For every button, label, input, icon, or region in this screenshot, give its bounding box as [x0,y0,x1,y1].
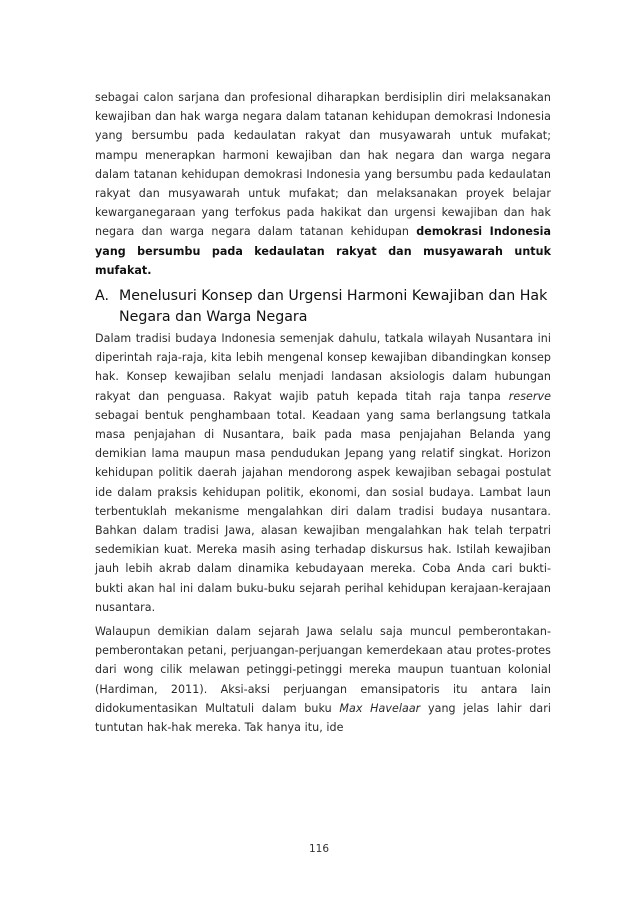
section-title: Menelusuri Konsep dan Urgensi Harmoni Kewajiban dan Hak Negara dan Warga Negara [119,288,548,326]
intro-bold-text: demokrasi Indonesia yang bersumbu pada kedaulatan rakyat dan musyawarah untuk mufakat. [95,225,552,277]
para1-italic: reserve [508,389,551,403]
page-number: 116 [308,843,330,855]
section-number: A. [95,288,109,305]
intro-paragraph [95,88,551,280]
para1-text-2: sebagai bentuk penghambaan total. Keadaan yang sama berlangsung tatkala masa penjajahan di Nusantara, baik pada masa penjajahan Belanda yang demikian lama maupun masa pendudukan Jepang yang relatif singkat. Horizon kehidupan politik daerah jajahan mendorong aspek kewajiban sebagai postulat ide dalam praksis kehidupan politik, ekonomi, dan sosial budaya. Lambat laun terbentuklah mekanisme mengalahkan diri dalam tradisi budaya nusantara. Bahkan dalam tradisi Jawa, alasan kewajiban mengalahkan hak telah terpatri sedemikian kuat. Mereka masih asing terhadap diskursus hak. Istilah kewajiban jauh lebih akrab dalam dinamika kebudayaan mereka. Coba Anda cari bukti-bukti akan hal ini dalam buku-buku sejarah perihal kehidupan kerajaan-kerajaan nusantara. [95,408,551,614]
section-heading [95,286,551,328]
body-paragraph-2 [95,622,551,737]
para1-text-1: Dalam tradisi budaya Indonesia semenjak dahulu, tatkala wilayah Nusantara ini diperintah raja-raja, kita lebih mengenal konsep kewajiban dibandingkan konsep hak. Konsep kewajiban selalu menjadi landasan aksiologis dalam hubungan rakyat dan penguasa. Rakyat wajib patuh kepada titah raja tanpa [95,332,551,403]
para2-italic: Max Havelaar [339,701,421,715]
intro-text: sebagai calon sarjana dan profesional diharapkan berdisiplin diri melaksanakan kewajiban dan hak warga negara dalam tatanan kehidupan demokrasi Indonesia yang bersumbu pada kedaulatan rakyat dan musyawarah untuk mufakat; mampu menerapkan harmoni kewajiban dan hak negara dan warga negara dalam tatanan kehidupan demokrasi Indonesia yang bersumbu pada kedaulatan rakyat dan musyawarah untuk mufakat; dan melaksanakan proyek belajar kewarganegaraan yang terfokus pada hakikat dan urgensi kewajiban dan hak negara dan warga negara dalam tatanan kehidupan [95,91,551,239]
para2-text-2: yang jelas lahir dari tuntutan hak-hak mereka. Tak hanya itu, ide [95,701,551,735]
body-paragraph-1 [95,329,551,617]
para2-text-1: Walaupun demikian dalam sejarah Jawa selalu saja muncul pemberontakan-pemberontakan petani, perjuangan-perjuangan kemerdekaan atau protes-protes dari wong cilik melawan petinggi-petinggi mereka maupun tuantuan kolonial (Hardiman, 2011). Aksi-aksi perjuangan emansipatoris itu antara lain didokumentasikan Multatuli dalam buku [95,625,551,715]
page-body [95,88,551,737]
